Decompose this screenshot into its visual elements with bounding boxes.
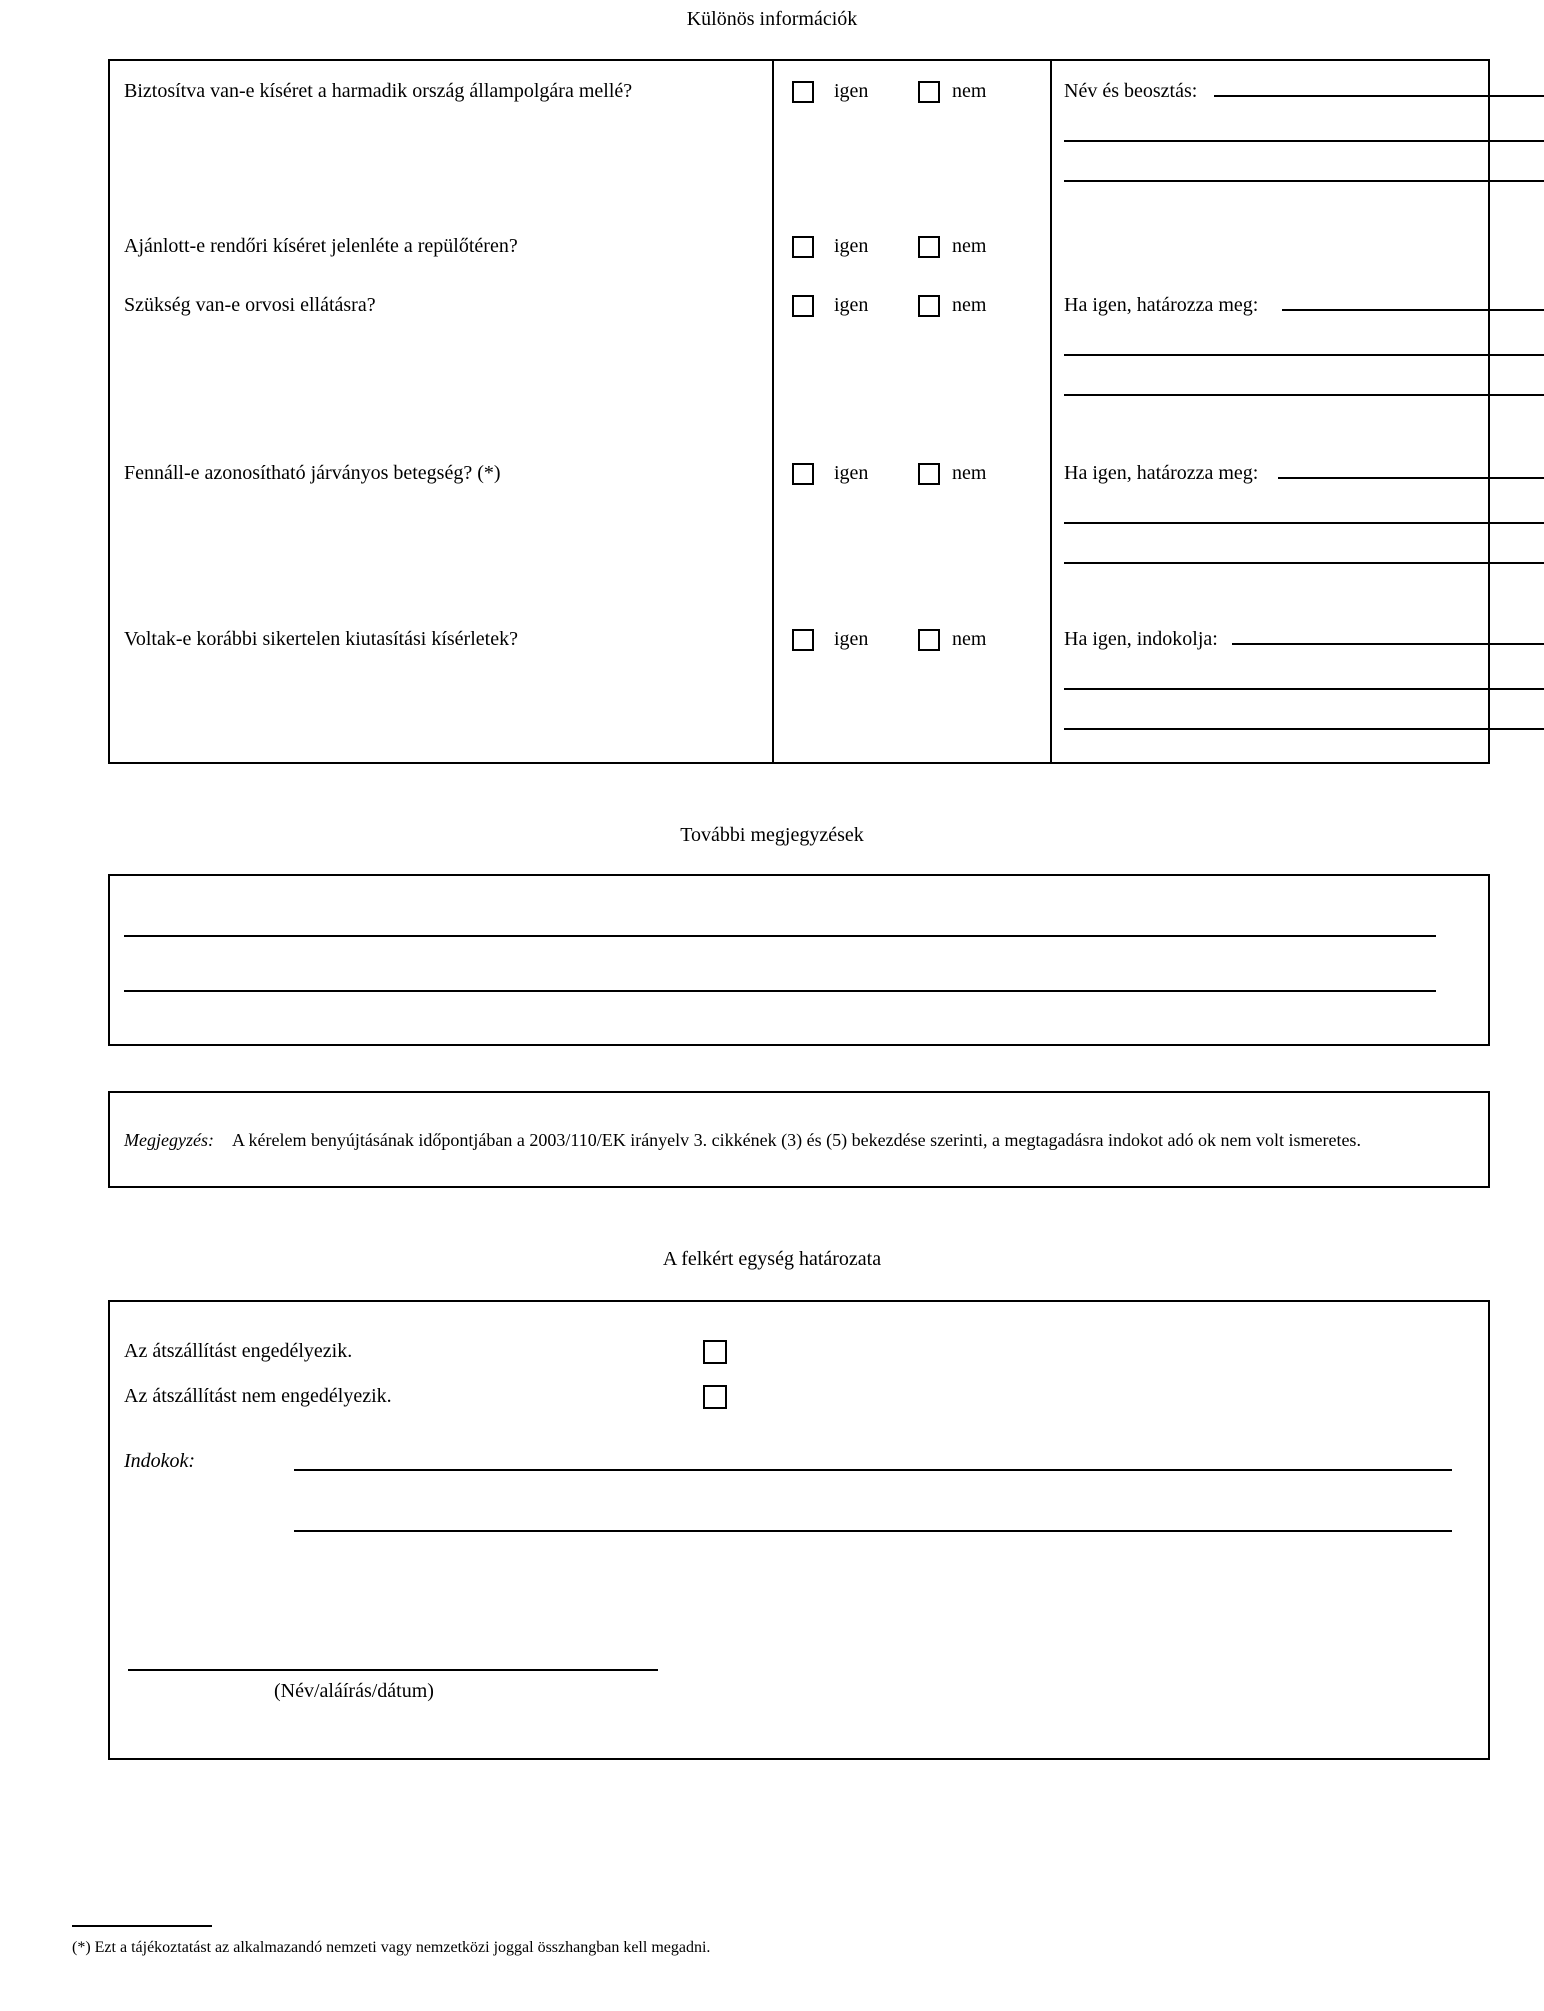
escort-detail-line[interactable] [1064, 140, 1544, 142]
epidemic-yes-label: igen [834, 462, 869, 484]
question-failed-removal: Voltak-e korábbi sikertelen kiutasítási kísérletek? [124, 628, 518, 650]
note-text [124, 1130, 1361, 1151]
failed-removal-detail-line[interactable] [1064, 728, 1544, 730]
failed-removal-detail-line[interactable] [1232, 643, 1544, 645]
special-info-heading: Különös információk [686, 8, 858, 30]
approved-label: Az átszállítást engedélyezik. [124, 1340, 353, 1362]
failed-removal-no-label: nem [952, 628, 987, 650]
failed-removal-no-checkbox[interactable] [918, 629, 940, 651]
medical-detail-line[interactable] [1064, 354, 1544, 356]
police-escort-no-checkbox[interactable] [918, 236, 940, 258]
escort-no-checkbox[interactable] [918, 81, 940, 103]
question-epidemic: Fennáll-e azonosítható járványos betegség? (*) [124, 462, 501, 484]
note-box [108, 1091, 1490, 1188]
escort-yes-checkbox[interactable] [792, 81, 814, 103]
escort-detail-line[interactable] [1214, 95, 1544, 97]
epidemic-no-checkbox[interactable] [918, 463, 940, 485]
approved-checkbox[interactable] [703, 1340, 727, 1364]
question-escort: Biztosítva van-e kíséret a harmadik ország állampolgára mellé? [124, 80, 633, 102]
escort-detail-label: Név és beosztás: [1064, 80, 1198, 102]
column-divider [772, 61, 774, 762]
police-escort-yes-label: igen [834, 235, 869, 257]
epidemic-no-label: nem [952, 462, 987, 484]
epidemic-detail-line[interactable] [1064, 522, 1544, 524]
escort-detail-line[interactable] [1064, 180, 1544, 182]
remarks-heading: További megjegyzések [680, 824, 864, 846]
column-divider [1050, 61, 1052, 762]
epidemic-yes-checkbox[interactable] [792, 463, 814, 485]
special-info-table [108, 59, 1490, 764]
remarks-box [108, 874, 1490, 1046]
footnote-separator [72, 1925, 212, 1927]
footnote: (*) Ezt a tájékoztatást az alkalmazandó nemzeti vagy nemzetközi joggal összhangban kell megadni. [72, 1939, 711, 1956]
medical-no-checkbox[interactable] [918, 295, 940, 317]
decision-box [108, 1300, 1490, 1760]
rejected-checkbox[interactable] [703, 1385, 727, 1409]
reasons-line[interactable] [294, 1469, 1452, 1471]
decision-heading: A felkért egység határozata [662, 1248, 882, 1270]
epidemic-detail-line[interactable] [1278, 477, 1544, 479]
failed-removal-yes-label: igen [834, 628, 869, 650]
note-body: A kérelem benyújtásának időpontjában a 2003/110/EK irányelv 3. cikkének (3) és (5) bekezdése szerinti, a megtagadásra indokot adó ok nem volt ismeretes. [231, 1130, 1361, 1150]
police-escort-yes-checkbox[interactable] [792, 236, 814, 258]
police-escort-no-label: nem [952, 235, 987, 257]
reasons-line[interactable] [294, 1530, 1452, 1532]
failed-removal-detail-line[interactable] [1064, 688, 1544, 690]
remarks-line[interactable] [124, 990, 1436, 992]
escort-no-label: nem [952, 80, 987, 102]
signature-label: (Név/aláírás/dátum) [274, 1680, 434, 1702]
medical-detail-line[interactable] [1064, 394, 1544, 396]
epidemic-detail-label: Ha igen, határozza meg: [1064, 462, 1259, 484]
epidemic-detail-line[interactable] [1064, 562, 1544, 564]
reasons-label: Indokok: [124, 1450, 196, 1472]
rejected-label: Az átszállítást nem engedélyezik. [124, 1385, 392, 1407]
failed-removal-yes-checkbox[interactable] [792, 629, 814, 651]
note-label: Megjegyzés: [124, 1130, 214, 1150]
signature-line[interactable] [128, 1669, 658, 1671]
medical-yes-checkbox[interactable] [792, 295, 814, 317]
medical-detail-label: Ha igen, határozza meg: [1064, 294, 1259, 316]
question-medical-care: Szükség van-e orvosi ellátásra? [124, 294, 376, 316]
remarks-line[interactable] [124, 935, 1436, 937]
question-police-escort: Ajánlott-e rendőri kíséret jelenléte a repülőtéren? [124, 235, 518, 257]
medical-yes-label: igen [834, 294, 869, 316]
failed-removal-detail-label: Ha igen, indokolja: [1064, 628, 1218, 650]
medical-no-label: nem [952, 294, 987, 316]
escort-yes-label: igen [834, 80, 869, 102]
medical-detail-line[interactable] [1282, 309, 1544, 311]
